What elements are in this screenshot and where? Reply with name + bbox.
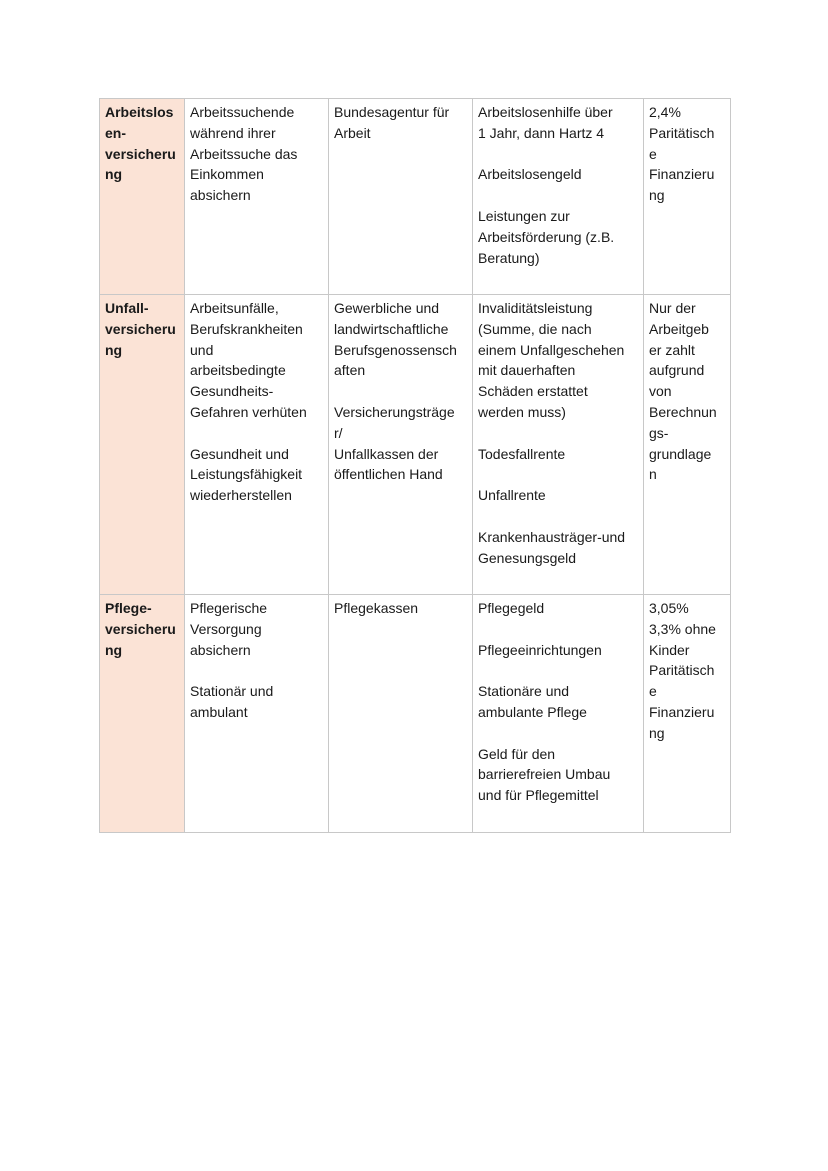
table-row-unfallversicherung [100, 295, 731, 595]
benefit-text: Unfallrente [478, 487, 546, 504]
purpose-cell [185, 595, 329, 833]
insurance-name-cell [100, 595, 185, 833]
benefit-text: Arbeitslosengeld [478, 166, 582, 183]
purpose-text: Gesundheit und Leistungsfähigkeit wiederherstellen [190, 445, 303, 504]
financing-cell [644, 595, 731, 833]
benefits-cell [473, 99, 644, 295]
purpose-text: Arbeitsunfälle, Berufskrankheiten und arbeitsbedingte Gesundheits- Gefahren verhüten [190, 300, 307, 420]
table-row-pflegeversicherung [100, 595, 731, 833]
purpose-text: Pflegerische Versorgung absichern [190, 600, 268, 658]
benefits-cell [473, 595, 644, 833]
financing-text: 3,05% 3,3% ohne Kinder Paritätisch e Finanzieru ng [649, 600, 716, 741]
benefit-text: Geld für den barrierefreien Umbau und für Pflegemittel [478, 745, 611, 804]
financing-text: 2,4% Paritätisch e Finanzieru ng [649, 104, 715, 204]
purpose-text: Stationär und ambulant [190, 683, 274, 720]
insurance-name: Unfall- versicheru ng [105, 300, 176, 358]
provider-cell [329, 595, 473, 833]
provider-text: Pflegekassen [334, 600, 419, 616]
benefit-text: Todesfallrente [478, 445, 566, 462]
provider-cell [329, 295, 473, 595]
insurance-name: Pflege- versicheru ng [105, 600, 176, 658]
benefit-text: Pflegeeinrichtungen [478, 641, 602, 658]
insurance-table [99, 98, 731, 833]
financing-cell [644, 99, 731, 295]
benefit-text: Pflegegeld [478, 600, 545, 616]
insurance-name-cell [100, 295, 185, 595]
benefits-cell [473, 295, 644, 595]
purpose-text: Arbeitssuchende während ihrer Arbeitssuche das Einkommen absichern [190, 104, 298, 204]
insurance-name: Arbeitslos en- versicheru ng [105, 104, 176, 183]
provider-text: Bundesagentur für Arbeit [334, 104, 450, 141]
benefit-text: Invaliditätsleistung (Summe, die nach einem Unfallgeschehen mit dauerhaften Schäden erstattet werden muss) [478, 300, 625, 420]
benefit-text: Leistungen zur Arbeitsförderung (z.B. Beratung) [478, 207, 615, 266]
benefit-text: Krankenhausträger-und Genesungsgeld [478, 528, 626, 566]
benefit-text: Stationäre und ambulante Pflege [478, 683, 587, 720]
provider-text: Versicherungsträge r/ Unfallkassen der öffentlichen Hand [334, 403, 455, 483]
purpose-cell [185, 99, 329, 295]
provider-cell [329, 99, 473, 295]
insurance-name-cell [100, 99, 185, 295]
benefit-text: Arbeitslosenhilfe über 1 Jahr, dann Hartz 4 [478, 104, 613, 141]
financing-cell [644, 295, 731, 595]
purpose-cell [185, 295, 329, 595]
provider-text: Gewerbliche und landwirtschaftliche Berufsgenossensch aften [334, 300, 457, 379]
financing-text: Nur der Arbeitgeb er zahlt aufgrund von Berechnun gs- grundlage n [649, 300, 717, 483]
table-row-arbeitslosenversicherung [100, 99, 731, 295]
